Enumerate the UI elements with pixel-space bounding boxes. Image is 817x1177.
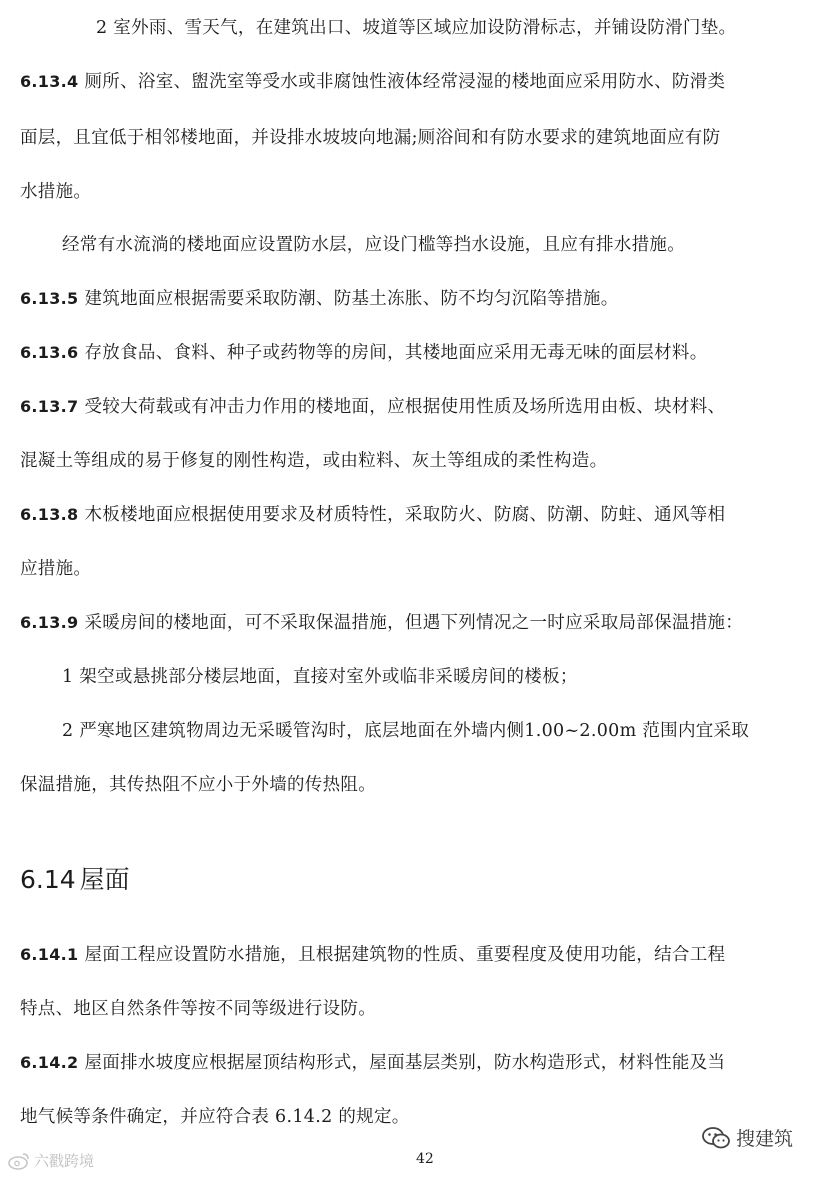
- clause-6-13-9: [20, 611, 743, 635]
- line-text: 木板楼地面应根据使用要求及材质特性，采取防火、防腐、防潮、防蛀、通风等相: [84, 505, 726, 525]
- line-text: 混凝土等组成的易于修复的刚性构造，或由粒料、灰土等组成的柔性构造。: [20, 451, 608, 471]
- section-title: 屋面: [79, 865, 130, 894]
- watermark-text: 搜建筑: [736, 1128, 794, 1150]
- clause-number: 6.13.9: [20, 613, 79, 632]
- clause-number: 6.13.7: [20, 397, 79, 416]
- text-line-14: [62, 719, 749, 743]
- text-line-19: [20, 1105, 410, 1129]
- text-line-11: [20, 557, 91, 581]
- weibo-watermark: [8, 1150, 94, 1171]
- clause-6-13-5: [20, 287, 619, 311]
- section-number: 6.14: [20, 865, 76, 894]
- clause-number: 6.13.5: [20, 289, 79, 308]
- line-text: 特点、地区自然条件等按不同等级进行设防。: [20, 999, 376, 1019]
- text-line-4: [20, 180, 91, 204]
- text-line-15: [20, 773, 376, 797]
- clause-6-13-7: [20, 395, 725, 419]
- clause-number: 6.13.6: [20, 343, 79, 362]
- clause-number: 6.14.2: [20, 1053, 79, 1072]
- text-line-1: [96, 16, 736, 40]
- clause-6-13-4: [20, 70, 725, 94]
- text-line-13: [62, 665, 578, 689]
- line-text: 保温措施，其传热阻不应小于外墙的传热阻。: [20, 775, 376, 795]
- text-line-17: [20, 997, 376, 1021]
- watermark-text: 六戳跨境: [34, 1152, 95, 1170]
- line-text: 2 严寒地区建筑物周边无采暖管沟时，底层地面在外墙内侧1.00~2.00m 范围内宜采取: [62, 721, 750, 741]
- line-text: 应措施。: [20, 559, 92, 579]
- line-text: 存放食品、食料、种子或药物等的房间，其楼地面应采用无毒无味的面层材料。: [84, 343, 708, 363]
- line-text: 屋面工程应设置防水措施，且根据建筑物的性质、重要程度及使用功能，结合工程: [84, 945, 726, 965]
- page-number: 42: [416, 1151, 434, 1167]
- line-text: 2 室外雨、雪天气，在建筑出口、坡道等区域应加设防滑标志，并铺设防滑门垫。: [96, 18, 737, 38]
- clause-number: 6.14.1: [20, 945, 79, 964]
- clause-6-14-1: [20, 943, 725, 967]
- line-text: 地气候等条件确定，并应符合表 6.14.2 的规定。: [20, 1107, 410, 1127]
- text-line-5: [62, 233, 685, 257]
- text-line-9: [20, 449, 607, 473]
- clause-6-13-6: [20, 341, 708, 365]
- clause-number: 6.13.8: [20, 505, 79, 524]
- line-text: 屋面排水坡度应根据屋顶结构形式，屋面基层类别，防水构造形式，材料性能及当: [84, 1053, 726, 1073]
- line-text: 受较大荷载或有冲击力作用的楼地面，应根据使用性质及场所选用由板、块材料、: [84, 397, 726, 417]
- line-text: 经常有水流淌的楼地面应设置防水层，应设门槛等挡水设施，且应有排水措施。: [62, 235, 685, 255]
- line-text: 建筑地面应根据需要采取防潮、防基土冻胀、防不均匀沉陷等措施。: [84, 289, 619, 309]
- clause-6-13-8: [20, 503, 725, 527]
- wechat-watermark: [702, 1124, 793, 1151]
- clause-6-14-2: [20, 1051, 725, 1075]
- line-text: 采暖房间的楼地面，可不采取保温措施，但遇下列情况之一时应采取局部保温措施：: [84, 613, 744, 633]
- weibo-icon: [8, 1152, 30, 1170]
- wechat-icon: [702, 1127, 730, 1149]
- line-text: 水措施。: [20, 182, 92, 202]
- clause-number: 6.13.4: [20, 72, 79, 91]
- text-line-3: [20, 126, 720, 150]
- line-text: 1 架空或悬挑部分楼层地面，直接对室外或临非采暖房间的楼板；: [62, 667, 578, 687]
- line-text: 面层，且宜低于相邻楼地面，并设排水坡坡向地漏;厕浴间和有防水要求的建筑地面应有防: [20, 128, 721, 148]
- section-heading: [20, 864, 130, 896]
- line-text: 厕所、浴室、盥洗室等受水或非腐蚀性液体经常浸湿的楼地面应采用防水、防滑类: [84, 72, 726, 92]
